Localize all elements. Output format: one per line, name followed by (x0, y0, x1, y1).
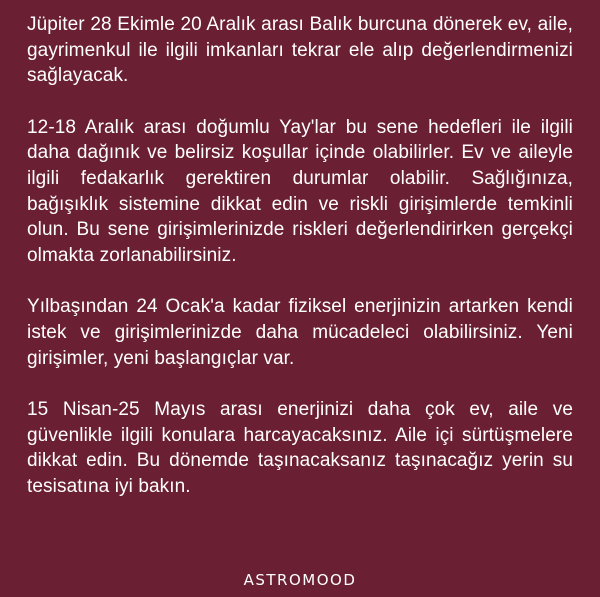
brand-logo: ASTROMOOD (243, 571, 357, 589)
paragraph-jupiter-pisces: Jüpiter 28 Ekimle 20 Aralık arası Balık burcuna dönerek ev, aile, gayrimenkul ile ilgili imkanları tekrar ele alıp değerlendirmenizi sağlayacak. (27, 14, 573, 87)
paragraph-april-may-home: 15 Nisan-25 Mayıs arası enerjinizi daha çok ev, aile ve güvenlikle ilgili konulara harcayacaksınız. Aile içi sürtüşmelere dikkat edin. Bu dönemde taşınacaksanız taşınacağız yerin su tesisatına iyi bakın. (27, 399, 573, 497)
paragraph-december-sagittarius: 12-18 Aralık arası doğumlu Yay'lar bu sene hedefleri ile ilgili daha dağınık ve belirsiz koşullar içinde olabilirler. Ev ve aileyle ilgili fedakarlık gerektiren durumlar olabilir. Sağlığınıza, bağışıklık sistemine dikkat edin ve riskli girişimlerde temkinli olun. Bu sene girişimlerinizde riskleri değerlendirirken gerçekçi olmakta zorlanabilirsiniz. (27, 116, 573, 266)
horoscope-text-body (27, 12, 573, 526)
paragraph-new-year-energy: Yılbaşından 24 Ocak'a kadar fiziksel enerjinizin artarken kendi istek ve girişimlerinizde daha mücadeleci olabilirsiniz. Yeni girişimler, yeni başlangıçlar var. (27, 296, 573, 369)
